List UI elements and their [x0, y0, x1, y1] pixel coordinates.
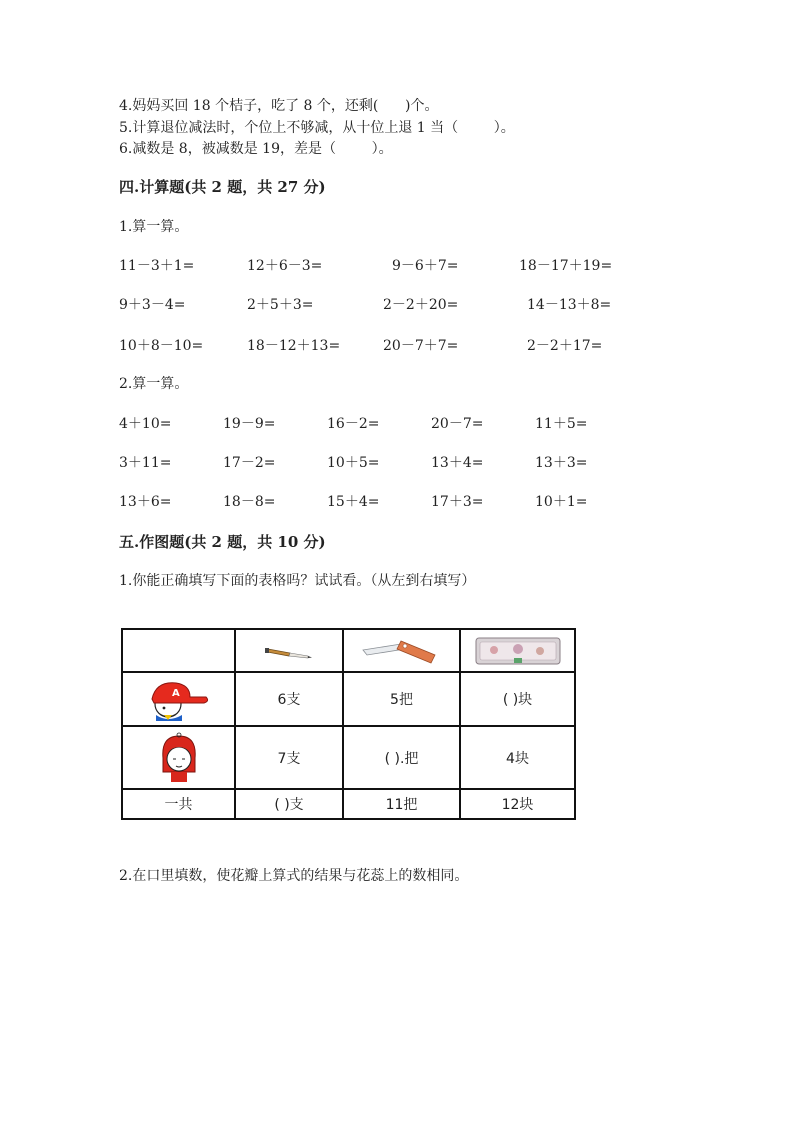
calc-q2-item: 18－8= — [223, 494, 276, 510]
calc-q2-title: 2.算一算。 — [119, 376, 189, 392]
calc-q1-item: 9＋3－4= — [119, 297, 186, 313]
total-knives-cell: 11把 — [343, 789, 460, 819]
girl-pencils-cell: 7支 — [235, 726, 343, 789]
supplies-table — [121, 628, 576, 820]
row-boy-avatar-cell — [122, 672, 235, 726]
calc-q1-item: 2－2＋20= — [383, 297, 459, 313]
drawing-q1-title: 1.你能正确填写下面的表格吗？试试看。（从左到右填写） — [119, 573, 476, 589]
calc-q2-item: 17－2= — [223, 455, 276, 471]
calc-q2-item: 17＋3= — [431, 494, 484, 510]
row-girl-avatar-cell — [122, 726, 235, 789]
girl-erasers-cell: 4块 — [460, 726, 575, 789]
total-label-cell: 一共 — [122, 789, 235, 819]
calc-q2-item: 4＋10= — [119, 416, 172, 432]
calc-q1-item: 2－2＋17= — [527, 338, 603, 354]
boy-erasers-cell — [460, 672, 575, 726]
calc-q2-item: 10＋1= — [535, 494, 588, 510]
boy-pencils-cell: 6支 — [235, 672, 343, 726]
table-header-knife — [343, 629, 460, 672]
calc-q1-item: 14－13＋8= — [527, 297, 612, 313]
calc-q2-item: 19－9= — [223, 416, 276, 432]
table-header-pencil — [235, 629, 343, 672]
calc-q2-item: 16－2= — [327, 416, 380, 432]
girl-knives-cell: ( ).把 — [343, 726, 460, 789]
calc-q2-item: 20－7= — [431, 416, 484, 432]
table-corner-cell — [122, 629, 235, 672]
calc-q1-item: 11－3＋1= — [119, 258, 195, 274]
section-5-title: 五.作图题(共 2 题，共 10 分) — [119, 533, 326, 551]
calc-q1-item: 20－7＋7= — [383, 338, 459, 354]
calc-q1-title: 1.算一算。 — [119, 219, 189, 235]
total-erasers-cell: 12块 — [460, 789, 575, 819]
drawing-q2-title: 2.在口里填数，使花瓣上算式的结果与花蕊上的数相同。 — [119, 868, 469, 884]
question-4: 4.妈妈买回 18 个桔子，吃了 8 个，还剩( )个。 — [119, 98, 439, 114]
svg-text:A: A — [171, 688, 180, 699]
calc-q2-item: 15＋4= — [327, 494, 380, 510]
calc-q1-item: 18－12＋13= — [247, 338, 341, 354]
calc-q2-item: 11＋5= — [535, 416, 588, 432]
calc-q1-item: 18－17＋19= — [519, 258, 613, 274]
calc-q2-item: 13＋6= — [119, 494, 172, 510]
calc-q2-item: 13＋4= — [431, 455, 484, 471]
calc-q2-item: 10＋5= — [327, 455, 380, 471]
boy-knives-cell: 5把 — [343, 672, 460, 726]
boy-erasers-value: ( )块 — [502, 692, 533, 708]
eraser-box-icon — [474, 634, 562, 668]
pencil-icon — [264, 641, 314, 661]
girl-avatar — [157, 732, 201, 784]
total-pencils-cell: ( )支 — [235, 789, 343, 819]
table-header-eraser-box — [460, 629, 575, 672]
calc-q2-item: 3＋11= — [119, 455, 172, 471]
calc-q1-item: 9－6＋7= — [392, 258, 459, 274]
question-6: 6.减数是 8，被减数是 19，差是（ ）。 — [119, 141, 393, 157]
calc-q2-item: 13＋3= — [535, 455, 588, 471]
section-4-title: 四.计算题(共 2 题，共 27 分) — [119, 178, 326, 196]
calc-q1-item: 2＋5＋3= — [247, 297, 314, 313]
calc-q1-item: 12＋6－3= — [247, 258, 323, 274]
boy-avatar — [146, 677, 212, 721]
calc-q1-item: 10＋8－10= — [119, 338, 204, 354]
folding-knife-icon — [361, 635, 443, 667]
question-5: 5.计算退位减法时，个位上不够减，从十位上退 1 当（ ）。 — [119, 120, 515, 136]
